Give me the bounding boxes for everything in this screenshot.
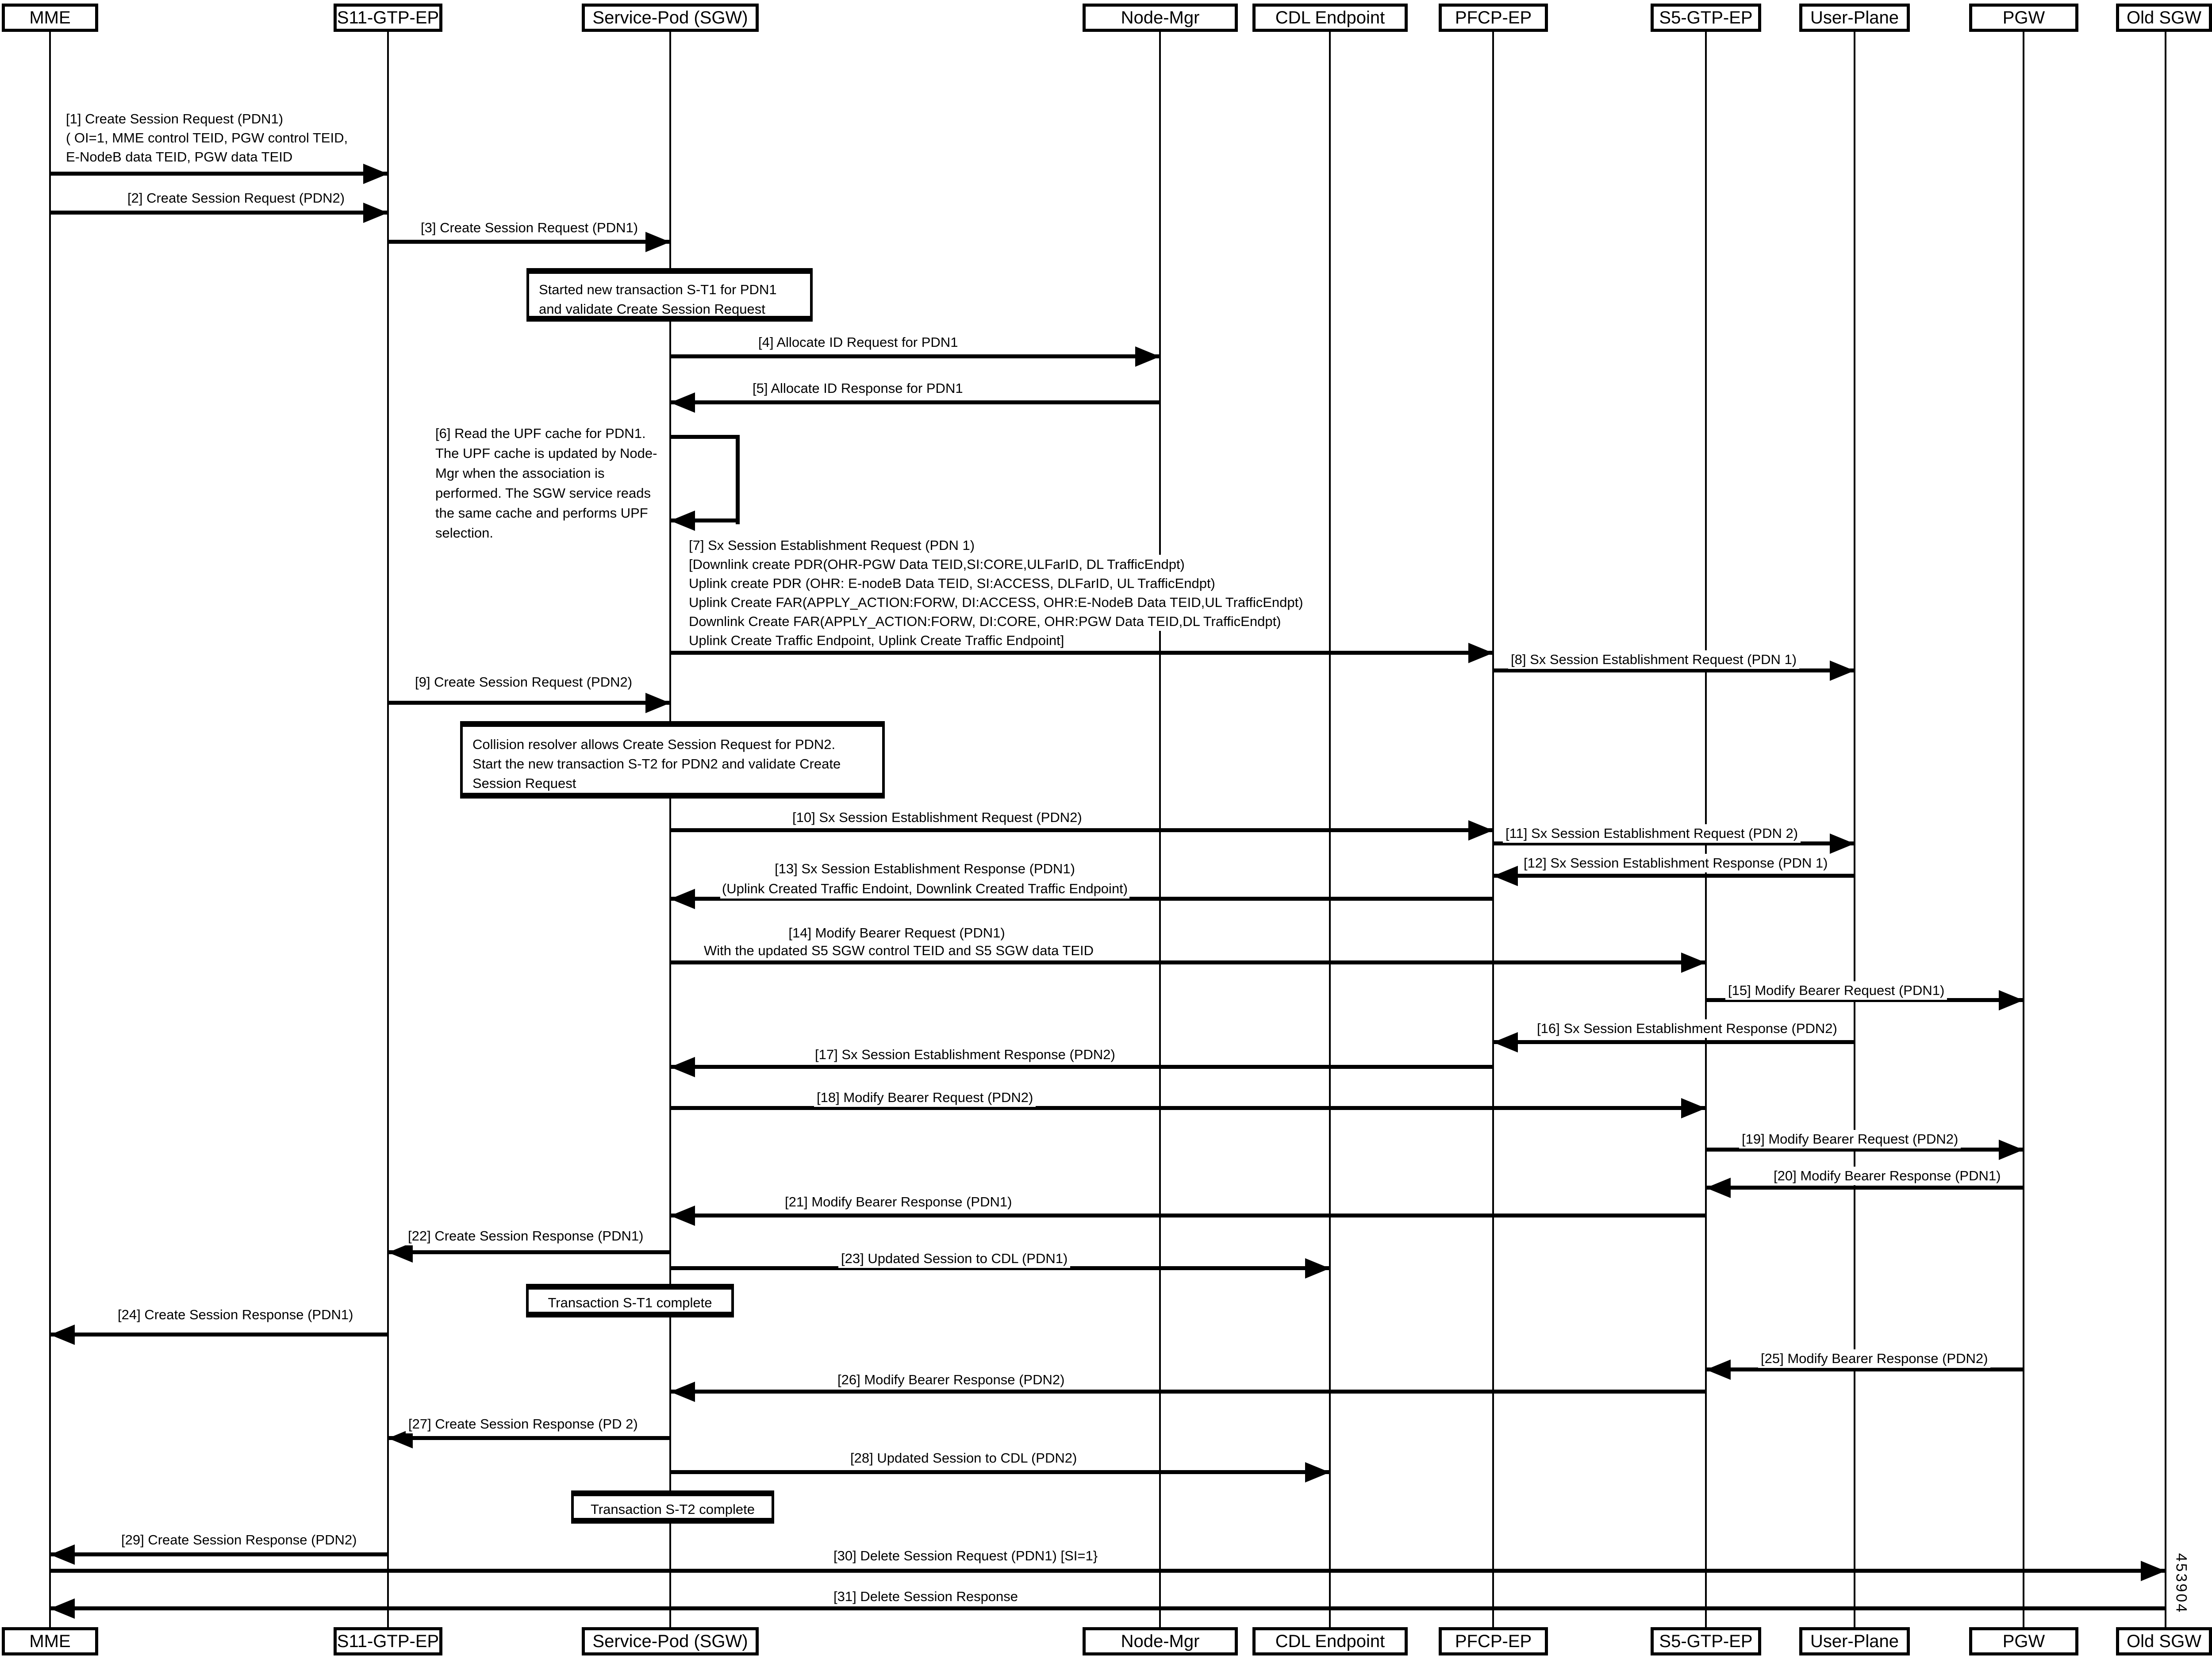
- actor-label: PFCP-EP: [1455, 8, 1532, 27]
- actor-top-user-plane: [1799, 4, 1910, 32]
- actor-label: CDL Endpoint: [1275, 1631, 1385, 1651]
- message-label-1: [1] Create Session Request (PDN1) ( OI=1, MME control TEID, PGW control TEID, E-NodeB data TEID, PGW data TEID: [64, 109, 349, 166]
- message-label-21: [21] Modify Bearer Response (PDN1): [782, 1193, 1014, 1211]
- message-arrow-16: [1493, 1040, 1855, 1044]
- note-collision-resolver: Collision resolver allows Create Session Request for PDN2. Start the new transaction S-T2 for PDN2 and validate Create Session Request: [460, 721, 885, 799]
- actor-bottom-s5-gtp-ep: [1651, 1627, 1761, 1655]
- self-message-right-segment: [736, 435, 740, 524]
- actor-label: MME: [29, 8, 71, 27]
- actor-label: User-Plane: [1810, 1631, 1899, 1651]
- actor-label: S11-GTP-EP: [337, 8, 439, 27]
- self-message-top-segment: [670, 435, 740, 439]
- actor-top-old-sgw: [2116, 4, 2212, 32]
- note-transaction-st2-complete: Transaction S-T2 complete: [571, 1490, 774, 1524]
- message-label-29: [29] Create Session Response (PDN2): [119, 1531, 359, 1549]
- message-arrow-10: [670, 828, 1493, 832]
- message-arrow-31: [50, 1606, 2166, 1610]
- actor-top-mme: [2, 4, 98, 32]
- message-label-12: [12] Sx Session Establishment Response (PDN 1): [1521, 854, 1830, 872]
- actor-label: Old SGW: [2127, 1631, 2201, 1651]
- message-arrow-5: [670, 400, 1160, 404]
- lifeline-pgw: [2023, 32, 2024, 1627]
- message-label-28: [28] Updated Session to CDL (PDN2): [848, 1449, 1079, 1467]
- message-label-23: [23] Updated Session to CDL (PDN1): [838, 1249, 1070, 1268]
- lifeline-mme: [49, 32, 51, 1627]
- message-label-4: [4] Allocate ID Request for PDN1: [756, 333, 960, 352]
- actor-label: Node-Mgr: [1121, 8, 1200, 27]
- actor-top-cdl-endpoint: [1252, 4, 1408, 32]
- message-arrow-26: [670, 1390, 1706, 1394]
- actor-label: PFCP-EP: [1455, 1631, 1532, 1651]
- actor-bottom-pgw: [1969, 1627, 2078, 1655]
- figure-number: 453904: [2173, 1553, 2190, 1614]
- message-label-25: [25] Modify Bearer Response (PDN2): [1758, 1349, 1990, 1368]
- self-message-return-arrow-6: [670, 518, 740, 522]
- actor-bottom-service-pod: [582, 1627, 759, 1655]
- actor-top-pfcp-ep: [1439, 4, 1548, 32]
- message-label-8: [8] Sx Session Establishment Request (PDN 1): [1508, 650, 1799, 669]
- message-label-14: [14] Modify Bearer Request (PDN1) With the updated S5 SGW control TEID and S5 SGW data TEID: [702, 924, 1091, 960]
- message-arrow-20: [1706, 1186, 2024, 1190]
- message-label-18: [18] Modify Bearer Request (PDN2): [814, 1088, 1036, 1107]
- actor-label: S5-GTP-EP: [1659, 8, 1753, 27]
- actor-bottom-cdl-endpoint: [1252, 1627, 1408, 1655]
- actor-bottom-user-plane: [1799, 1627, 1910, 1655]
- actor-label: Old SGW: [2127, 8, 2201, 27]
- message-arrow-30: [50, 1569, 2166, 1573]
- message-label-3: [3] Create Session Request (PDN1): [418, 219, 641, 237]
- lifeline-old-sgw: [2165, 32, 2166, 1627]
- message-label-6: [6] Read the UPF cache for PDN1. The UPF cache is updated by Node- Mgr when the association is performed. The SGW service reads the same cache and performs UPF selection.: [434, 423, 659, 543]
- message-arrow-29: [50, 1552, 388, 1556]
- lifeline-user-plane: [1854, 32, 1855, 1627]
- lifeline-s11-gtp-ep: [387, 32, 389, 1627]
- message-label-19: [19] Modify Bearer Request (PDN2): [1739, 1130, 1961, 1148]
- message-arrow-8: [1493, 668, 1855, 672]
- message-arrow-27: [388, 1436, 670, 1440]
- actor-bottom-old-sgw: [2116, 1627, 2212, 1655]
- message-label-10: [10] Sx Session Establishment Request (PDN2): [790, 808, 1085, 827]
- actor-bottom-pfcp-ep: [1439, 1627, 1548, 1655]
- actor-top-s11-gtp-ep: [334, 4, 442, 32]
- message-label-24: [24] Create Session Response (PDN1): [115, 1306, 356, 1324]
- message-label-9: [9] Create Session Request (PDN2): [412, 673, 635, 691]
- actor-label: Service-Pod (SGW): [592, 1631, 748, 1651]
- message-arrow-17: [670, 1065, 1493, 1069]
- message-arrow-14: [670, 960, 1706, 964]
- message-arrow-9: [388, 701, 670, 705]
- actor-top-s5-gtp-ep: [1651, 4, 1761, 32]
- actor-label: MME: [29, 1631, 71, 1651]
- message-label-2: [2] Create Session Request (PDN2): [125, 189, 347, 207]
- message-label-11: [11] Sx Session Establishment Request (PDN 2): [1503, 824, 1801, 843]
- message-label-30: [30] Delete Session Request (PDN1) [SI=1}: [831, 1547, 1100, 1565]
- actor-label: S11-GTP-EP: [337, 1631, 439, 1651]
- message-label-17: [17] Sx Session Establishment Response (PDN2): [812, 1045, 1118, 1064]
- message-arrow-7: [670, 651, 1493, 655]
- message-label-31: [31] Delete Session Response: [831, 1587, 1021, 1606]
- message-arrow-2: [50, 211, 388, 215]
- message-arrow-25: [1706, 1367, 2024, 1371]
- message-arrow-3: [388, 240, 670, 244]
- message-arrow-24: [50, 1333, 388, 1337]
- message-label-15: [15] Modify Bearer Request (PDN1): [1725, 981, 1947, 1000]
- message-label-5: [5] Allocate ID Response for PDN1: [750, 379, 966, 398]
- note-start-transaction-st1: Started new transaction S-T1 for PDN1 and validate Create Session Request: [526, 268, 813, 322]
- actor-label: PGW: [2002, 8, 2045, 27]
- message-label-7: [7] Sx Session Establishment Request (PDN 1) [Downlink create PDR(OHR-PGW Data TEID,SI:CORE,ULFarID, DL TrafficEndpt) Uplink create PDR (OHR: E-nodeB Data TEID, SI:ACCESS, DLFarID, UL TrafficEndpt) Uplink Create FAR(APPLY_ACTION:FORW, DI:ACCESS, OHR:E-NodeB Data TEID,UL TrafficEndpt) Downlink Create FAR(APPLY_ACTION:FORW, DI:CORE, OHR:PGW Data TEID,DL TrafficEndpt) Uplink Create Traffic Endpoint, Uplink Create Traffic Endpoint]: [687, 536, 1305, 650]
- message-label-13: [13] Sx Session Establishment Response (PDN1) (Uplink Created Traffic Endoint, Downlink Created Traffic Endpoint): [696, 859, 1154, 899]
- message-arrow-12: [1493, 874, 1855, 878]
- actor-top-node-mgr: [1083, 4, 1238, 32]
- actor-label: Service-Pod (SGW): [592, 8, 748, 27]
- message-label-22: [22] Create Session Response (PDN1): [405, 1227, 646, 1245]
- message-label-27: [27] Create Session Response (PD 2): [406, 1415, 641, 1433]
- actor-label: CDL Endpoint: [1275, 8, 1385, 27]
- message-label-16: [16] Sx Session Establishment Response (PDN2): [1534, 1019, 1840, 1038]
- actor-bottom-mme: [2, 1627, 98, 1655]
- actor-label: PGW: [2002, 1631, 2045, 1651]
- actor-label: Node-Mgr: [1121, 1631, 1200, 1651]
- actor-label: S5-GTP-EP: [1659, 1631, 1753, 1651]
- actor-bottom-s11-gtp-ep: [334, 1627, 442, 1655]
- actor-bottom-node-mgr: [1083, 1627, 1238, 1655]
- message-arrow-1: [50, 172, 388, 176]
- message-arrow-4: [670, 354, 1160, 358]
- message-arrow-28: [670, 1470, 1330, 1474]
- message-label-26: [26] Modify Bearer Response (PDN2): [835, 1371, 1067, 1389]
- actor-label: User-Plane: [1810, 8, 1899, 27]
- note-transaction-st1-complete: Transaction S-T1 complete: [526, 1284, 734, 1317]
- message-label-20: [20] Modify Bearer Response (PDN1): [1771, 1167, 2003, 1185]
- actor-top-service-pod: [582, 4, 759, 32]
- message-arrow-21: [670, 1214, 1706, 1217]
- message-arrow-22: [388, 1250, 670, 1254]
- actor-top-pgw: [1969, 4, 2078, 32]
